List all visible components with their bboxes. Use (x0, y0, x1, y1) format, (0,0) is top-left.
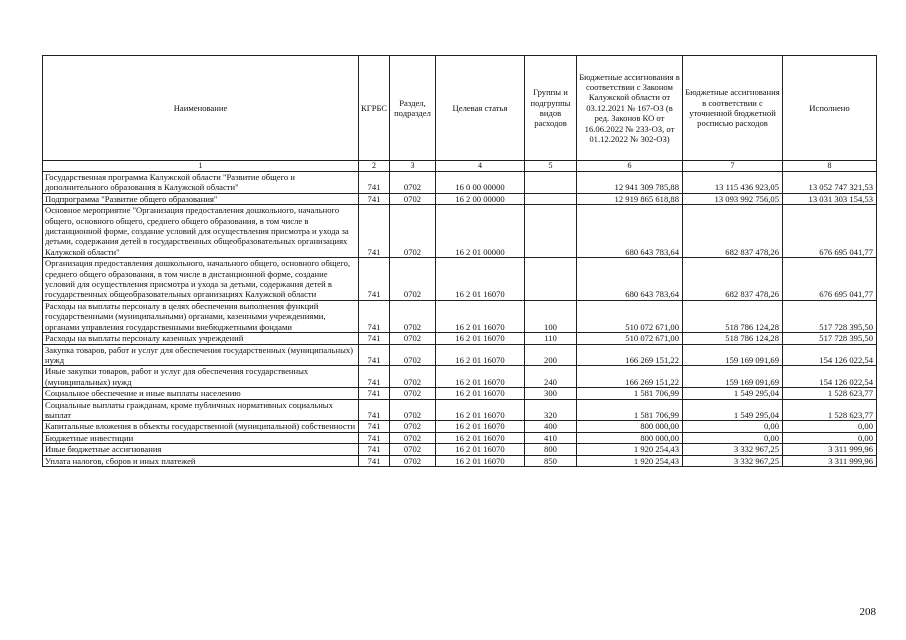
column-number: 6 (577, 161, 683, 172)
cell-ktrbs: 741 (359, 432, 390, 443)
cell-executed-amount: 154 126 022,54 (783, 344, 877, 366)
cell-group: 800 (525, 444, 577, 455)
cell-target: 16 2 01 16070 (436, 366, 525, 388)
cell-name: Бюджетные инвестиции (43, 432, 359, 443)
cell-group: 320 (525, 399, 577, 421)
cell-target: 16 2 01 16070 (436, 444, 525, 455)
cell-law-amount: 1 581 706,99 (577, 388, 683, 399)
column-number: 8 (783, 161, 877, 172)
cell-target: 16 2 01 16070 (436, 421, 525, 432)
cell-refined-amount: 3 332 967,25 (683, 444, 783, 455)
cell-ktrbs: 741 (359, 344, 390, 366)
cell-law-amount: 800 000,00 (577, 432, 683, 443)
column-number: 4 (436, 161, 525, 172)
cell-refined-amount: 682 837 478,26 (683, 258, 783, 301)
cell-name: Закупка товаров, работ и услуг для обеспечения государственных (муниципальных) нужд (43, 344, 359, 366)
cell-executed-amount: 3 311 999,96 (783, 444, 877, 455)
cell-refined-amount: 0,00 (683, 432, 783, 443)
cell-executed-amount: 517 728 395,50 (783, 300, 877, 332)
cell-group: 850 (525, 455, 577, 466)
cell-ktrbs: 741 (359, 333, 390, 344)
header-target: Целевая статья (436, 56, 525, 161)
cell-section: 0702 (390, 399, 436, 421)
cell-refined-amount: 159 169 091,69 (683, 344, 783, 366)
cell-law-amount: 1 920 254,43 (577, 444, 683, 455)
header-law: Бюджетные ассигнования в соответствии с Законом Калужской области от 03.12.2021 № 167-ОЗ (в ред. Законов КО от 16.06.2022 № 233-ОЗ, от 01.12.2022 № 302-ОЗ) (577, 56, 683, 161)
cell-ktrbs: 741 (359, 444, 390, 455)
header-refined: Бюджетные ассигнования в соответствии с уточненной бюджетной росписью расходов (683, 56, 783, 161)
table-row (43, 193, 877, 204)
cell-law-amount: 680 643 783,64 (577, 205, 683, 258)
cell-executed-amount: 0,00 (783, 432, 877, 443)
cell-target: 16 2 01 16070 (436, 455, 525, 466)
table-row (43, 258, 877, 301)
cell-name: Государственная программа Калужской области "Развитие общего и дополнительного образования в Калужской области" (43, 172, 359, 194)
cell-ktrbs: 741 (359, 455, 390, 466)
cell-section: 0702 (390, 258, 436, 301)
cell-group: 400 (525, 421, 577, 432)
column-number: 1 (43, 161, 359, 172)
cell-executed-amount: 13 031 303 154,53 (783, 193, 877, 204)
cell-group (525, 258, 577, 301)
cell-section: 0702 (390, 300, 436, 332)
cell-law-amount: 1 920 254,43 (577, 455, 683, 466)
header-section: Раздел, подраздел (390, 56, 436, 161)
cell-target: 16 0 00 00000 (436, 172, 525, 194)
cell-group (525, 172, 577, 194)
cell-section: 0702 (390, 444, 436, 455)
cell-ktrbs: 741 (359, 300, 390, 332)
table-row (43, 388, 877, 399)
cell-group: 110 (525, 333, 577, 344)
table-row (43, 432, 877, 443)
cell-refined-amount: 3 332 967,25 (683, 455, 783, 466)
cell-group: 100 (525, 300, 577, 332)
cell-law-amount: 510 072 671,00 (577, 300, 683, 332)
cell-target: 16 2 01 16070 (436, 333, 525, 344)
budget-table (42, 55, 877, 467)
cell-name: Иные закупки товаров, работ и услуг для обеспечения государственных (муниципальных) нужд (43, 366, 359, 388)
cell-target: 16 2 01 00000 (436, 205, 525, 258)
cell-law-amount: 166 269 151,22 (577, 344, 683, 366)
cell-ktrbs: 741 (359, 258, 390, 301)
header-name: Наименование (43, 56, 359, 161)
cell-target: 16 2 01 16070 (436, 399, 525, 421)
cell-name: Организация предоставления дошкольного, начального общего, основного общего, среднего общего образования, в том числе в дистанционной форме, создание условий для осуществления присмотра и ухода за детьми, содержания детей в государственных общеобразовательных организациях Калужской области (43, 258, 359, 301)
cell-target: 16 2 01 16070 (436, 432, 525, 443)
cell-refined-amount: 682 837 478,26 (683, 205, 783, 258)
table-header-row (43, 56, 877, 161)
cell-name: Иные бюджетные ассигнования (43, 444, 359, 455)
page-number: 208 (859, 606, 876, 618)
cell-law-amount: 1 581 706,99 (577, 399, 683, 421)
cell-ktrbs: 741 (359, 366, 390, 388)
cell-group: 200 (525, 344, 577, 366)
cell-executed-amount: 3 311 999,96 (783, 455, 877, 466)
cell-target: 16 2 00 00000 (436, 193, 525, 204)
cell-target: 16 2 01 16070 (436, 388, 525, 399)
cell-law-amount: 510 072 671,00 (577, 333, 683, 344)
cell-ktrbs: 741 (359, 172, 390, 194)
cell-group: 300 (525, 388, 577, 399)
cell-target: 16 2 01 16070 (436, 344, 525, 366)
cell-target: 16 2 01 16070 (436, 258, 525, 301)
table-row (43, 205, 877, 258)
cell-executed-amount: 13 052 747 321,53 (783, 172, 877, 194)
table-row (43, 366, 877, 388)
table-row (43, 444, 877, 455)
cell-law-amount: 800 000,00 (577, 421, 683, 432)
cell-name: Основное мероприятие "Организация предоставления дошкольного, начального общего, основного общего, среднего общего образования, в том числе в дистанционной форме, создание условий для осуществления присмотра и ухода за детьми, содержания детей в государственных общеобразовательных организациях Калужской области" (43, 205, 359, 258)
cell-group: 410 (525, 432, 577, 443)
cell-executed-amount: 676 695 041,77 (783, 205, 877, 258)
table-row (43, 421, 877, 432)
cell-ktrbs: 741 (359, 399, 390, 421)
table-row (43, 344, 877, 366)
cell-ktrbs: 741 (359, 205, 390, 258)
column-number: 7 (683, 161, 783, 172)
cell-section: 0702 (390, 388, 436, 399)
cell-group (525, 193, 577, 204)
cell-section: 0702 (390, 205, 436, 258)
header-executed: Исполнено (783, 56, 877, 161)
cell-executed-amount: 0,00 (783, 421, 877, 432)
cell-section: 0702 (390, 366, 436, 388)
cell-name: Капитальные вложения в объекты государственной (муниципальной) собственности (43, 421, 359, 432)
cell-refined-amount: 13 115 436 923,05 (683, 172, 783, 194)
cell-refined-amount: 13 093 992 756,05 (683, 193, 783, 204)
header-group: Группы и подгруппы видов расходов (525, 56, 577, 161)
cell-section: 0702 (390, 172, 436, 194)
table-row (43, 300, 877, 332)
column-number: 5 (525, 161, 577, 172)
cell-executed-amount: 1 528 623,77 (783, 399, 877, 421)
cell-name: Уплата налогов, сборов и иных платежей (43, 455, 359, 466)
table-row (43, 333, 877, 344)
cell-executed-amount: 154 126 022,54 (783, 366, 877, 388)
cell-refined-amount: 1 549 295,04 (683, 388, 783, 399)
cell-section: 0702 (390, 455, 436, 466)
column-number: 3 (390, 161, 436, 172)
cell-refined-amount: 518 786 124,28 (683, 300, 783, 332)
cell-group: 240 (525, 366, 577, 388)
cell-law-amount: 12 941 309 785,88 (577, 172, 683, 194)
cell-section: 0702 (390, 333, 436, 344)
header-ktrbs: КГРБС (359, 56, 390, 161)
cell-law-amount: 12 919 865 618,88 (577, 193, 683, 204)
cell-ktrbs: 741 (359, 388, 390, 399)
table-row (43, 399, 877, 421)
cell-group (525, 205, 577, 258)
cell-name: Подпрограмма "Развитие общего образования" (43, 193, 359, 204)
cell-target: 16 2 01 16070 (436, 300, 525, 332)
column-number-row (43, 161, 877, 172)
cell-name: Расходы на выплаты персоналу казенных учреждений (43, 333, 359, 344)
cell-name: Расходы на выплаты персоналу в целях обеспечения выполнения функций государственными (муниципальными) органами, казенными учреждениями, органами управления государственными внебюджетными фондами (43, 300, 359, 332)
cell-law-amount: 166 269 151,22 (577, 366, 683, 388)
cell-section: 0702 (390, 344, 436, 366)
cell-refined-amount: 518 786 124,28 (683, 333, 783, 344)
table-row (43, 172, 877, 194)
column-number: 2 (359, 161, 390, 172)
table-row (43, 455, 877, 466)
cell-refined-amount: 1 549 295,04 (683, 399, 783, 421)
cell-section: 0702 (390, 193, 436, 204)
cell-section: 0702 (390, 421, 436, 432)
budget-report-sheet (42, 55, 876, 467)
cell-executed-amount: 676 695 041,77 (783, 258, 877, 301)
cell-ktrbs: 741 (359, 421, 390, 432)
cell-refined-amount: 159 169 091,69 (683, 366, 783, 388)
cell-name: Социальные выплаты гражданам, кроме публичных нормативных социальных выплат (43, 399, 359, 421)
cell-law-amount: 680 643 783,64 (577, 258, 683, 301)
cell-executed-amount: 1 528 623,77 (783, 388, 877, 399)
cell-section: 0702 (390, 432, 436, 443)
cell-refined-amount: 0,00 (683, 421, 783, 432)
cell-name: Социальное обеспечение и иные выплаты населению (43, 388, 359, 399)
cell-executed-amount: 517 728 395,50 (783, 333, 877, 344)
cell-ktrbs: 741 (359, 193, 390, 204)
